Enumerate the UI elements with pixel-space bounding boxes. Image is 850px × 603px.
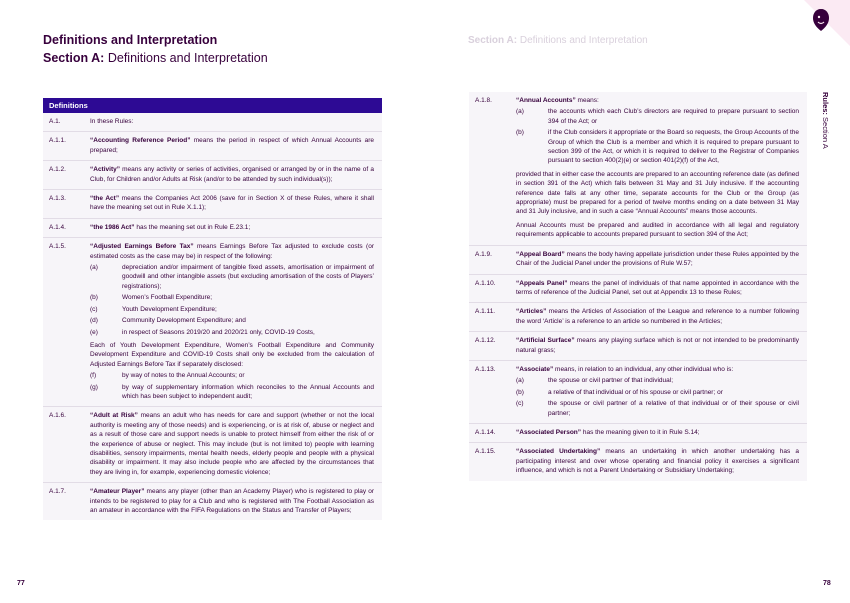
clause-number: A.1.1. (49, 137, 66, 145)
sub-clause-text: Women’s Football Expenditure; (122, 294, 213, 302)
clause-number: A.1.8. (475, 97, 492, 104)
definition-row (469, 92, 807, 246)
sub-clause-text: Youth Development Expenditure; (122, 305, 217, 313)
clause-text (516, 336, 799, 355)
definition-row (469, 246, 807, 275)
definition-text: means an adult who has needs for care and support (whether or not the local authority is meeting any of those needs) and is experiencing, or is at risk of, abuse or neglect and as a result of those care and support needs is unable to protect himself from either the risk of or the experience of abuse or neglect. This may include (but is not limited to) people with learning disabilities, sensory impairments, mental health needs, elderly people and people with a physical disability or impairment. It may also include people who are affected by the circumstances that they are living in, for example, experiencing domestic violence; (90, 412, 374, 476)
clause-text (516, 279, 799, 298)
clause-number: A.1.3. (49, 195, 66, 203)
clause-paragraph: Each of Youth Development Expenditure, Women’s Football Expenditure and Community Development Expenditure and COVID-19 Costs shall only be excluded from the calculation of Adjusted Earnings Before Tax if separately disclosed: (90, 341, 374, 368)
side-tab-bold: Rules: (821, 92, 830, 115)
definition-row (43, 238, 382, 407)
sub-clause-label: (c) (516, 400, 524, 408)
definition-text: means any player (other than an Academy Player) who is registered to play or intends to be registered to play for a Club and who is registered with The Football Association as an amateur in accordance with the FIFA Regulations on the Status and Transfer of Players; (90, 488, 374, 514)
sub-clause-label: (b) (516, 388, 524, 396)
sub-clause (516, 107, 799, 126)
defined-term: “Articles” (516, 308, 547, 316)
clause-text (90, 136, 374, 155)
sub-clause-label: (f) (90, 372, 97, 380)
clause-text: In these Rules: (90, 118, 134, 125)
clause-number: A.1.6. (49, 412, 66, 420)
sub-clause-label: (b) (516, 129, 524, 137)
page-number-left: 77 (17, 580, 25, 587)
definition-text: means an undertaking in which another undertaking has a participating interest and over whose operating and financial policy it exercises a significant influence, and which is not a Parent Undertaking or Subsidiary Undertaking; (516, 448, 799, 475)
definition-row (469, 275, 807, 304)
defined-term: “Associated Undertaking” (516, 448, 601, 456)
definitions-table-left (43, 98, 382, 520)
sub-clause (516, 388, 799, 397)
defined-term: “Associated Person” (516, 428, 582, 436)
sub-clause (90, 383, 374, 402)
clause-text (90, 242, 374, 401)
definition-text: means the Articles of Association of the League and reference to a number following the word ‘Article’ is a reference to an article so numbered in the Articles; (516, 308, 799, 325)
definitions-table-right (469, 92, 807, 481)
sub-clause-text: the accounts which each Club’s directors are required to prepare pursuant to section 394 of the Act; or (548, 108, 799, 125)
sub-clause (90, 293, 374, 302)
definition-row (469, 361, 807, 424)
sub-clause-text: depreciation and/or impairment of tangible fixed assets, amortisation or impairment of goodwill and other intangible assets (but excluding amortisation of the costs of Players’ registrations); (122, 264, 374, 290)
sub-clause (90, 328, 374, 337)
sub-clause-label: (a) (90, 264, 98, 272)
defined-term: “Appeals Panel” (516, 279, 568, 287)
defined-term: “Adjusted Earnings Before Tax” (90, 243, 194, 251)
side-tab-text: Section A (821, 117, 830, 149)
definition-row (43, 407, 382, 483)
clause-number: A.1.12. (475, 337, 496, 345)
page-title: Definitions and Interpretation (43, 33, 218, 47)
clause-text (516, 96, 799, 240)
clause-number: A.1.10. (475, 279, 496, 287)
clause-text (516, 428, 799, 437)
clause-number: A.1.4. (49, 223, 66, 231)
page-number-right: 78 (823, 580, 831, 587)
definition-row (469, 424, 807, 443)
sub-clause-text: Community Development Expenditure; and (122, 317, 246, 325)
defined-term: “Appeal Board” (516, 250, 565, 258)
clause-number: A.1.7. (49, 488, 66, 496)
definition-row (469, 332, 807, 361)
defined-term: “Accounting Reference Period” (90, 137, 191, 145)
definition-text: means the body having appellate jurisdiction under these Rules appointed by the Chair of the Judicial Panel under the provisions of Rule W.57; (516, 250, 799, 268)
definition-text: has the meaning set out in Rule E.23.1; (134, 223, 251, 231)
ghost-heading-text: Definitions and Interpretation (519, 35, 648, 46)
ghost-heading-bold: Section A: (468, 35, 518, 46)
clause-number: A.1.14. (475, 428, 496, 436)
defined-term: “Annual Accounts” (516, 97, 576, 104)
sub-clause-label: (b) (90, 294, 98, 302)
definition-row (469, 303, 807, 332)
sub-clause-text: by way of supplementary information which reconciles to the Annual Accounts and which has been subject to independent audit; (122, 383, 374, 400)
definition-text: means the period in respect of which Annual Accounts are prepared; (90, 137, 374, 154)
definition-text: means the panel of individuals of that name appointed in accordance with the terms of reference of the Judicial Panel, set out at Appendix 13 to these Rules; (516, 279, 799, 296)
section-heading (43, 51, 268, 65)
sub-clause (516, 128, 799, 166)
sub-clause (90, 371, 374, 380)
clause-text (90, 165, 374, 184)
sub-clause (516, 376, 799, 385)
definition-text: means, in relation to an individual, any other individual who is: (553, 365, 734, 373)
clause-text (516, 307, 799, 326)
definition-text: means any activity or series of activities, organised or arranged by or in the name of a Club, for Children and/or Adults at Risk (and/or to be attended by such individual(s)); (90, 166, 374, 183)
clause-number: A.1.11. (475, 308, 496, 316)
clause-text (516, 365, 799, 418)
sub-clause-text: the spouse or civil partner of a relative of that individual or of their spouse or civil partner; (548, 400, 799, 417)
sub-clause (90, 263, 374, 291)
sub-clause-label: (a) (516, 377, 524, 385)
defined-term: “Activity” (90, 166, 120, 174)
definition-row (43, 483, 382, 520)
sub-clause-text: a relative of that individual or of his spouse or civil partner; or (548, 388, 723, 396)
sub-clause-label: (c) (90, 305, 98, 313)
definition-text: means Earnings Before Tax adjusted to exclude costs (or estimated costs as the case may be) in respect of the following: (90, 243, 374, 260)
clause-number: A.1.9. (475, 250, 492, 258)
definition-text: means the Companies Act 2006 (save for in Section X of these Rules, where it shall have the meaning set out in Rule X.1.1); (90, 195, 374, 212)
side-tab (821, 92, 830, 149)
league-lion-logo-icon (810, 8, 832, 32)
clause-text (90, 194, 374, 213)
definition-text: means any playing surface which is not or not intended to be predominantly natural grass; (516, 337, 799, 354)
clause-number: A.1.13. (475, 365, 496, 373)
sub-clause (90, 316, 374, 325)
sub-clause-text: the spouse or civil partner of that individual; (548, 377, 674, 385)
sub-clause-text: in respect of Seasons 2019/20 and 2020/21 only, COVID-19 Costs, (122, 328, 315, 336)
sub-clause (90, 305, 374, 314)
section-heading-bold: Section A: (43, 51, 105, 65)
definition-row (43, 190, 382, 219)
defined-term: “the Act” (90, 195, 120, 203)
defined-term: “Adult at Risk” (90, 412, 138, 420)
clause-number: A.1.15. (475, 448, 496, 456)
clause-number: A.1. (49, 118, 61, 125)
definition-row (469, 443, 807, 480)
definitions-table-header: Definitions (43, 98, 382, 113)
sub-clause (516, 399, 799, 418)
clause-text (516, 250, 799, 269)
definition-text: has the meaning given to it in Rule S.14; (581, 428, 700, 436)
defined-term: “Artificial Surface” (516, 337, 575, 345)
clause-paragraph: provided that in either case the accounts are prepared to an accounting reference date (as defined in section 391 of the Act) which falls between 31 May and 31 July inclusive. If the accounting reference date falls at any other time, separate accounts for the Club or the Group (as appropriate) must be prepared for a period of twelve months ending on a date between 31 May and 31 July inclusive, and in such a case “Annual Accounts” means those accounts. (516, 170, 799, 216)
section-heading-text: Definitions and Interpretation (107, 51, 268, 65)
sub-clause-text: by way of notes to the Annual Accounts; or (122, 372, 245, 380)
defined-term: “Associate” (516, 365, 554, 373)
definition-row (43, 161, 382, 190)
ghost-heading (468, 35, 648, 46)
clause-number: A.1.5. (49, 243, 66, 251)
clause-paragraph: Annual Accounts must be prepared and audited in accordance with all legal and regulatory requirements applicable to accounts prepared pursuant to section 394 of the Act; (516, 221, 799, 239)
sub-clause-label: (d) (90, 317, 98, 325)
defined-term: “Amateur Player” (90, 488, 145, 496)
clause-text (90, 411, 374, 477)
defined-term: “the 1986 Act” (90, 223, 135, 231)
clause-text (90, 223, 374, 232)
clause-text (90, 487, 374, 515)
definition-row (43, 219, 382, 238)
sub-clause-label: (e) (90, 328, 98, 336)
definition-row (43, 132, 382, 161)
sub-clause-label: (a) (516, 108, 524, 116)
sub-clause-text: if the Club considers it appropriate or the Board so requests, the Group Accounts of the Group of which the Club is a member and which it is required to prepare pursuant to section 399 of the Act, or which it is required to deliver to the Registrar of Companies pursuant to section 400(2)(e) or section 401(2)(f) of the Act, (548, 129, 799, 165)
clause-number: A.1.2. (49, 166, 66, 174)
clause-text (516, 447, 799, 475)
definition-text: means: (575, 97, 599, 104)
sub-clause-label: (g) (90, 383, 98, 391)
definition-row (43, 113, 382, 132)
